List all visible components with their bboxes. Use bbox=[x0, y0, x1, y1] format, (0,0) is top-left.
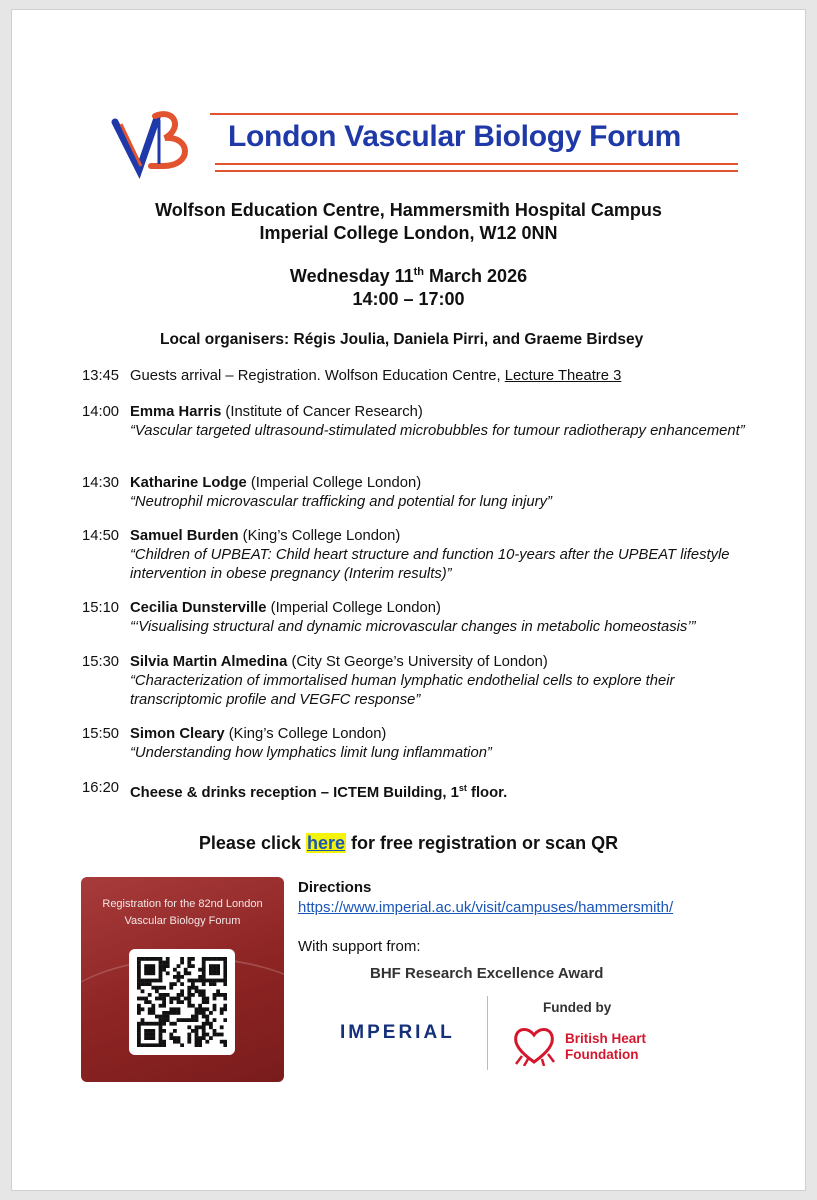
speaker-name: Emma Harris bbox=[130, 404, 222, 420]
talk-title: “Characterization of immortalised human lymphatic endothelial cells to explore their transcriptomic profile and VEGFC response” bbox=[130, 673, 675, 708]
room-link[interactable]: Lecture Theatre 3 bbox=[504, 368, 622, 384]
talk-title: “Children of UPBEAT: Child heart structure and function 10-years after the UPBEAT lifestyle intervention in obese pregnancy (Interim results)” bbox=[130, 547, 730, 582]
lvbf-logo-icon bbox=[105, 100, 210, 180]
event-time: 14:00 – 17:00 bbox=[352, 289, 465, 309]
header-rule-bottom-2 bbox=[215, 170, 738, 172]
qr-card-text: Registration for the 82nd London Vascular Biology Forum bbox=[102, 898, 263, 927]
talk-title: “Understanding how lymphatics limit lung inflammation” bbox=[130, 745, 492, 761]
directions-link[interactable]: https://www.imperial.ac.uk/visit/campuses/hammersmith/ bbox=[298, 899, 674, 916]
registration-cta: Please click here for free registration or scan QR bbox=[198, 833, 619, 853]
talk-title: “Vascular targeted ultrasound-stimulated microbubbles for tumour radiotherapy enhancement” bbox=[130, 423, 745, 439]
venue-line-2: Imperial College London, W12 0NN bbox=[259, 223, 558, 243]
qr-registration-card[interactable] bbox=[81, 877, 284, 1082]
talk-title: “‘Visualising structural and dynamic microvascular changes in metabolic homeostasis’” bbox=[130, 619, 696, 635]
header-rule-top bbox=[210, 113, 738, 115]
bhf-logo-text: British Heart Foundation bbox=[565, 1031, 647, 1062]
forum-title: London Vascular Biology Forum bbox=[228, 120, 682, 153]
directions-label: Directions bbox=[298, 879, 372, 896]
event-date: Wednesday 11th March 2026 bbox=[289, 266, 528, 286]
logo-divider bbox=[487, 996, 488, 1070]
speaker-name: Katharine Lodge bbox=[130, 475, 247, 491]
support-label: With support from: bbox=[298, 938, 421, 955]
speaker-name: Silvia Martin Almedina bbox=[130, 654, 288, 670]
registration-link[interactable]: here bbox=[306, 833, 346, 853]
imperial-logo: IMPERIAL bbox=[340, 1022, 455, 1043]
header-rule-bottom bbox=[215, 163, 738, 165]
qr-code[interactable] bbox=[129, 949, 235, 1055]
bhf-heart-icon bbox=[512, 1026, 556, 1066]
program-time: 13:45 bbox=[82, 368, 120, 384]
venue-line-1: Wolfson Education Centre, Hammersmith Hospital Campus bbox=[155, 200, 662, 220]
funded-by-label: Funded by bbox=[543, 1000, 612, 1015]
speaker-name: Samuel Burden bbox=[130, 528, 239, 544]
organisers: Local organisers: Régis Joulia, Daniela Pirri, and Graeme Birdsey bbox=[160, 331, 644, 348]
speaker-name: Cecilia Dunsterville bbox=[130, 600, 267, 616]
speaker-name: Simon Cleary bbox=[130, 726, 225, 742]
talk-title: “Neutrophil microvascular trafficking and potential for lung injury” bbox=[130, 494, 552, 510]
qr-code-icon bbox=[137, 957, 227, 1047]
bhf-award-title: BHF Research Excellence Award bbox=[370, 965, 604, 982]
